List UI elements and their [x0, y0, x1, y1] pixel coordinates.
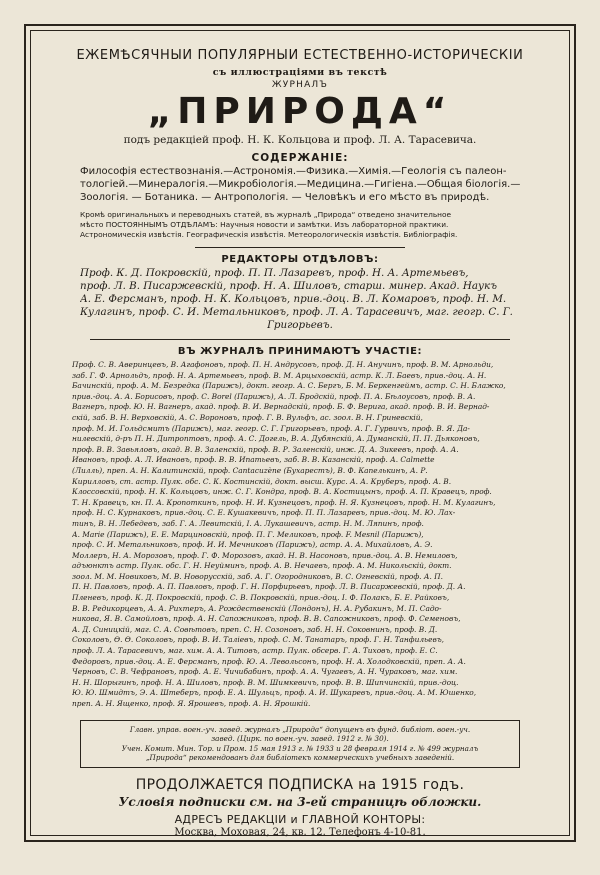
contributors-line: никова, Я. В. Самойловъ, проф. А. Н. Сапожниковъ, проф. В. В. Сапожниковъ, проф. Ф. Семеновъ,	[72, 614, 461, 624]
contributors-line: (Лилль), преп. А. Н. Калитинскій, проф. Cantacuzène (Бухарестъ), В. Ф. Капелькинъ, А. Р.	[72, 465, 428, 475]
journal-editors: подъ редакціей проф. Н. К. Кольцова и проф. Л. А. Тарасевича.	[123, 134, 477, 146]
contributors-line: П. Н. Павловъ, проф. А. П. Павловъ, проф. Г. Н. Порфирьевъ, проф. Л. В. Писаржевскій, проф. Д. А.	[72, 582, 466, 592]
section-divider	[90, 339, 510, 340]
contributors-line: Бачинскій, проф. А. М. Безредка (Парижъ), докт. геогр. А. С. Бергъ, Б. М. Беркенгеймъ, астр. С. Н. Блажко,	[72, 381, 506, 391]
contents-heading: СОДЕРЖАНІЕ:	[251, 152, 349, 164]
contributors-line: Н. Н. Шорыгинъ, проф. Н. А. Шиловъ, проф. В. М. Шимкевичъ, проф. В. В. Шипчинскій, прив.-доц.	[72, 677, 459, 687]
address-heading: АДРЕСЪ РЕДАКЦІИ и ГЛАВНОЙ КОНТОРЫ:	[174, 812, 426, 826]
contributors-line: Клоссовскій, проф. Н. К. Кольцовъ, инж. С. Г. Кондра, проф. В. А. Костицынъ, проф. А. П. Кравецъ, проф.	[72, 487, 492, 497]
editors-line: А. Е. Ферсманъ, проф. Н. К. Кольцовъ, прив.-доц. В. Л. Комаровъ, проф. Н. М.	[80, 293, 507, 305]
departments-line: Кромѣ оригинальныхъ и переводныхъ статей, въ журналѣ „Природа“ отведено значительное	[80, 210, 452, 219]
header-subtitle: ЕЖЕМѢСЯЧНЫЙ ПОПУЛЯРНЫЙ ЕСТЕСТВЕННО-ИСТОРИЧЕСКІЙ	[76, 48, 524, 63]
contributors-line: проф. М. И. Гольдсмитъ (Парижъ), маг. геогр. С. Г. Григорьевъ, проф. А. Г. Гурвичъ, проф. В. Я. Да-	[72, 423, 470, 433]
contributors-line: Ю. Ю. Шмидтъ, Э. А. Штеберъ, проф. Е. А. Шульцъ, проф. А. И. Шукаревъ, прив.-доц. А. М. Юшенко,	[72, 688, 477, 698]
contributors-line: Ивановъ, проф. А. Л. Ивановъ, проф. В. В. Ипатьевъ, заб. В. В. Казанскій, проф. А. Calmette	[72, 455, 435, 465]
editors-line: Григорьевъ.	[267, 319, 333, 331]
editors-list	[80, 267, 520, 332]
contributors-line: проф. В. В. Завьяловъ, акад. В. В. Заленскій, проф. В. Р. Заленскій, инж. Д. А. Зикеевъ, проф. А. А.	[72, 444, 459, 454]
contributors-line: заб. Г. Ф. Арнольдъ, проф. Н. А. Артемьевъ, проф. В. М. Арцыховскій, астр. К. Л. Баевъ, прив.-доц. А. Н.	[72, 370, 487, 380]
contributors-line: адъюнктъ астр. Пулк. обс. Г. Н. Неуйминъ, проф. А. В. Нечаевъ, проф. А. М. Никольскій, докт.	[72, 561, 452, 571]
contributors-line: Федоровъ, прив.-доц. А. Е. Ферсманъ, проф. Ю. А. Левольсонъ, проф. Н. А. Холодковскій, преп. А. А.	[72, 656, 466, 666]
contributors-line: Черновъ, С. В. Чефрановъ, проф. А. Е. Чичибабинъ, проф. А. А. Чугаевъ, А. Н. Чураковъ, маг. хим.	[72, 667, 458, 677]
subscription-heading: ПРОДОЛЖАЕТСЯ ПОДПИСКА на 1915 годъ.	[135, 776, 465, 793]
contributors-line: Пленевъ, проф. К. Д. Покровскій, проф. С. В. Покровскій, прив.-доц. І. Ф. Полакъ, Б. Е. Райковъ,	[72, 593, 450, 603]
header-journal: ЖУРНАЛЪ	[271, 80, 329, 90]
contributors-line: прив.-доц. А. А. Борисовъ, проф. С. Borel (Парижъ), А. Л. Бродскій, проф. П. А. Бѣлоусовъ, проф. В. А.	[72, 391, 476, 401]
section-divider	[195, 247, 405, 248]
subscription-terms: Условія подписки см. на 3-ей страницѣ обложки.	[118, 794, 482, 809]
cover-content	[48, 46, 552, 838]
notice-line: „Природа“ рекомендованъ для библіотекъ коммерческихъ учебныхъ заведеній.	[145, 753, 455, 763]
notice-line: Главн. управ. воен.-уч. завед. журналъ „Природа“ допущенъ въ фунд. библіот. воен.-уч.	[129, 724, 471, 734]
contributors-line: А. Marie (Парижъ), Е. Е. Марциновскій, проф. П. Г. Меликовъ, проф. F. Mesnil (Парижъ),	[72, 529, 424, 539]
header-illustrations: съ иллюстраціями въ текстѣ	[212, 67, 388, 78]
notice-line: Учен. Комит. Мин. Тор. и Пром. 15 мая 1913 г. № 1933 и 28 февраля 1914 г. № 499 журналъ	[121, 743, 479, 753]
official-notice-box	[80, 720, 520, 768]
contributors-line: зоол. М. М. Новиковъ, М. В. Новорусскій, заб. А. Г. Огородниковъ, В. С. Огневскій, проф. А. П.	[72, 571, 443, 581]
contributors-line: проф. С. И. Метальниковъ, проф. И. И. Мечниковъ (Парижъ), астр. А. А. Михайловъ, А. Э.	[72, 540, 433, 550]
address-line: Москва, Моховая, 24, кв. 12. Телефонъ 4-10-81.	[174, 826, 426, 838]
contributors-line: преп. А. Н. Ященко, проф. Я. Ярошевъ, проф. А. Н. Ярошкій.	[72, 699, 311, 708]
journal-title: „ПРИРОДА“	[147, 92, 453, 132]
contributors-line: Т. Н. Кравецъ, кн. П. А. Кропоткинъ, проф. Н. И. Кузнецовъ, проф. Н. Я. Кузнецовъ, проф. Н. М. Кулагинъ,	[72, 497, 496, 507]
contributors-list	[72, 360, 528, 710]
departments-note	[80, 210, 520, 240]
contents-line: Философія естествознанія.—Астрономія.—Физика.—Химія.—Геологія съ палеон-	[80, 166, 507, 177]
contributors-line: Вагнеръ, проф. Ю. Н. Вагнеръ, акад. проф. В. И. Вернадскій, проф. Б. Ф. Верига, акад. проф. В. И. Вернад-	[72, 402, 490, 412]
contributors-line: А. Д. Синицкій, маг. С. А. Совѣтовъ, преп. С. Н. Созоновъ, заб. Н. Н. Соковнинъ, проф. В. Д.	[72, 624, 438, 634]
editors-heading: РЕДАКТОРЫ ОТДѢЛОВЪ:	[221, 254, 379, 265]
contents-line: тологіей.—Минералогія.—Микробіологія.—Медицина.—Гигіена.—Общая біологія.—	[80, 179, 520, 190]
editors-line: проф. Л. В. Писаржевскій, проф. Н. А. Шиловъ, старш. минер. Акад. Наукъ	[80, 280, 498, 292]
notice-line: завед. (Цирк. по воен.-уч. завед. 1912 г. № 30).	[211, 734, 389, 744]
contributors-line: Кирилловъ, ст. астр. Пулк. обс. С. К. Костинскій, докт. высш. Курс. А. А. Круберъ, проф. А. В.	[72, 476, 452, 486]
departments-line: мѣсто ПОСТОЯННЫМЪ ОТДѢЛАМЪ: Научныя новости и замѣтки. Изъ лабораторной практики.	[80, 220, 449, 229]
contents-list	[80, 165, 520, 204]
contributors-line: проф. Л. А. Тарасевичъ, маг. хим. А. А. Титовъ, астр. Пулк. обсерв. Г. А. Тиховъ, проф. Е. С.	[72, 646, 438, 656]
contributors-line: скій, заб. В. Н. Верховскій, А. С. Вороновъ, проф. Г. В. Вульфъ, ас. зоол. В. Н. Гриневскій,	[72, 412, 423, 422]
contributors-line: нилевскій, д-ръ П. Н. Дитроптовъ, проф. А. С. Догель, В. А. Дубянскій, А. Думанскій, П. П. Дьяконовъ,	[72, 434, 480, 444]
contributors-heading: ВЪ ЖУРНАЛѢ ПРИНИМАЮТЪ УЧАСТІЕ:	[177, 346, 423, 357]
contributors-line: В. В. Редикорцевъ, А. А. Рихтеръ, А. Рождественскій (Лондонъ), Н. А. Рубакинъ, М. П. Садо-	[72, 603, 442, 613]
editors-line: Проф. К. Д. Покровскій, проф. П. П. Лазаревъ, проф. Н. А. Артемьевъ,	[80, 267, 469, 279]
editors-line: Кулагинъ, проф. С. И. Метальниковъ, проф. Л. А. Тарасевичъ, маг. геогр. С. Г.	[80, 306, 513, 318]
contributors-line: проф. Н. С. Курнаковъ, прив.-доц. С. Е. Кушакевичъ, проф. П. П. Лазаревъ, прив.-доц. М. Ю. Лах-	[72, 508, 456, 518]
contributors-line: Моллеръ, Н. А. Морозовъ, проф. Г. Ф. Морозовъ, акад. Н. В. Насоновъ, прив.-доц. А. В. Немиловъ,	[72, 550, 458, 560]
contributors-line: Проф. С. В. Аверинцевъ, В. Агафоновъ, проф. П. Н. Андрусовъ, проф. Д. Н. Анучинъ, проф. В. М. Арнольди,	[72, 360, 494, 369]
departments-line: Астрономическія извѣстія. Географическія извѣстія. Метеорологическія извѣстія. Библіографія.	[80, 230, 458, 239]
contributors-line: тинъ, В. Н. Лебедевъ, заб. Г. А. Левитскій, І. А. Лукашевичъ, астр. Н. М. Ляпинъ, проф.	[72, 518, 424, 528]
contents-line: Зоологія. — Ботаника. — Антропологія. — Человѣкъ и его мѣсто въ природѣ.	[80, 192, 490, 203]
contributors-line: Соколовъ, Ѳ. Ѳ. Соколовъ, проф. В. И. Таліевъ, проф. С. М. Танатаръ, проф. Г. Н. Танфильевъ,	[72, 635, 445, 645]
